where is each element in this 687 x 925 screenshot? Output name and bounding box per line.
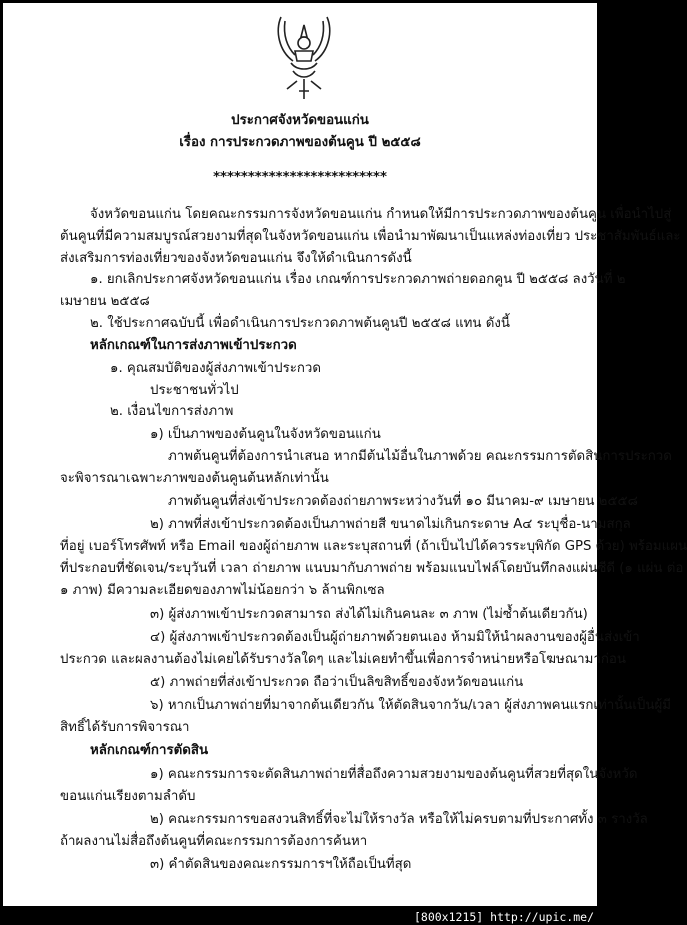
list-item: ๑) เป็นภาพของต้นคูนในจังหวัดขอนแก่น	[150, 427, 381, 442]
list-item: ๒. เงื่อนไขการส่งภาพ	[110, 404, 234, 419]
announcement-subject: เรื่อง การประกวดภาพของต้นคูน ปี ๒๕๕๘	[179, 135, 421, 150]
list-item: ๑) คณะกรรมการจะตัดสินภาพถ่ายที่สื่อถึงความสวยงามของต้นคูนที่สวยที่สุดในจังหวัด	[150, 767, 638, 782]
list-item: ๑. ยกเลิกประกาศจังหวัดขอนแก่น เรื่อง เกณฑ์การประกวดภาพถ่ายดอกคูน ปี ๒๕๕๘ ลงวันที่ ๒	[90, 272, 626, 287]
list-item: ถ้าผลงานไม่สื่อถึงต้นคูนที่คณะกรรมการต้องการค้นหา	[60, 834, 368, 849]
list-item: ที่ประกอบที่ชัดเจน/ระบุวันที่ เวลา ถ่ายภาพ แนบมากับภาพถ่าย พร้อมแนบไฟล์โดยบันทึกลงแผ่นซีดี (๑ แผ่น ต่อ	[60, 561, 684, 576]
list-item: ภาพต้นคูนที่ส่งเข้าประกวดต้องถ่ายภาพระหว่างวันที่ ๑๐ มีนาคม-๙ เมษายน ๒๕๕๘	[168, 494, 638, 509]
list-item: ๕) ภาพถ่ายที่ส่งเข้าประกวด ถือว่าเป็นลิขสิทธิ์ของจังหวัดขอนแก่น	[150, 675, 524, 690]
intro-line: ต้นคูนที่มีความสมบูรณ์สวยงามที่สุดในจังหวัดขอนแก่น เพื่อนำมาพัฒนาเป็นแหล่งท่องเที่ยว ประชาสัมพันธ์และ	[60, 229, 681, 244]
list-item: ๑ ภาพ) มีความละเอียดของภาพไม่น้อยกว่า ๖ ล้านพิกเซล	[60, 583, 385, 598]
intro-line: ส่งเสริมการท่องเที่ยวของจังหวัดขอนแก่น จึงให้ดำเนินการดังนี้	[60, 251, 412, 266]
intro-line: จังหวัดขอนแก่น โดยคณะกรรมการจังหวัดขอนแก่น กำหนดให้มีการประกวดภาพของต้นคูน เพื่อนำไปสู่	[90, 207, 672, 222]
list-item: สิทธิ์ได้รับการพิจารณา	[60, 720, 190, 735]
list-item: ขอนแก่นเรียงตามลำดับ	[60, 789, 196, 804]
document-page	[3, 3, 687, 906]
list-item: ๔) ผู้ส่งภาพเข้าประกวดต้องเป็นผู้ถ่ายภาพด้วยตนเอง ห้ามมิให้นำผลงานของผู้อื่นส่งเข้า	[150, 630, 640, 645]
list-item: ๓) คำตัดสินของคณะกรรมการฯให้ถือเป็นที่สุด	[150, 857, 412, 872]
list-item: ๒) คณะกรรมการขอสงวนสิทธิ์ที่จะไม่ให้รางวัล หรือให้ไม่ครบตามที่ประกาศทั้ง ๓ รางวัล	[150, 812, 648, 827]
section-heading: หลักเกณฑ์ในการส่งภาพเข้าประกวด	[90, 338, 297, 353]
list-item: ๓) ผู้ส่งภาพเข้าประกวดสามารถ ส่งได้ไม่เกินคนละ ๓ ภาพ (ไม่ซ้ำต้นเดียวกัน)	[150, 607, 588, 622]
list-item: ๒) ภาพที่ส่งเข้าประกวดต้องเป็นภาพถ่ายสี ขนาดไม่เกินกระดาษ A๔ ระบุชื่อ-นามสกุล	[150, 517, 631, 532]
image-host-watermark: [800x1215] http://upic.me/	[413, 910, 594, 924]
list-item: ๑. คุณสมบัติของผู้ส่งภาพเข้าประกวด	[110, 361, 322, 376]
list-item: ๒. ใช้ประกาศฉบับนี้ เพื่อดำเนินการประกวดภาพต้นคูนปี ๒๕๕๘ แทน ดังนี้	[90, 316, 510, 331]
list-item: จะพิจารณาเฉพาะภาพของต้นคูนต้นหลักเท่านั้น	[60, 471, 329, 486]
list-item: ประกวด และผลงานต้องไม่เคยได้รับรางวัลใดๆ และไม่เคยทำขึ้นเพื่อการจำหน่ายหรือโฆษณามาก่อน	[60, 652, 626, 667]
announcement-title: ประกาศจังหวัดขอนแก่น	[231, 113, 369, 128]
section-heading: หลักเกณฑ์การตัดสิน	[90, 743, 209, 758]
list-item: ภาพต้นคูนที่ต้องการนำเสนอ หากมีต้นไม้อื่นในภาพด้วย คณะกรรมการตัดสินการประกวด	[168, 449, 672, 464]
garuda-emblem-icon	[273, 11, 335, 103]
list-item: ที่อยู่ เบอร์โทรศัพท์ หรือ Email ของผู้ถ่ายภาพ และระบุสถานที่ (ถ้าเป็นไปได้ควรระบุพิกัด GPS ด้วย) พร้อมแผน	[60, 539, 687, 554]
list-item: ๖) หากเป็นภาพถ่ายที่มาจากต้นเดียวกัน ให้ตัดสินจากวัน/เวลา ผู้ส่งภาพคนแรกเท่านั้นเป็นผู้มี	[150, 698, 672, 713]
separator-stars: *************************	[213, 170, 387, 185]
list-item: ประชาชนทั่วไป	[150, 383, 239, 398]
list-item: เมษายน ๒๕๕๘	[60, 294, 150, 309]
